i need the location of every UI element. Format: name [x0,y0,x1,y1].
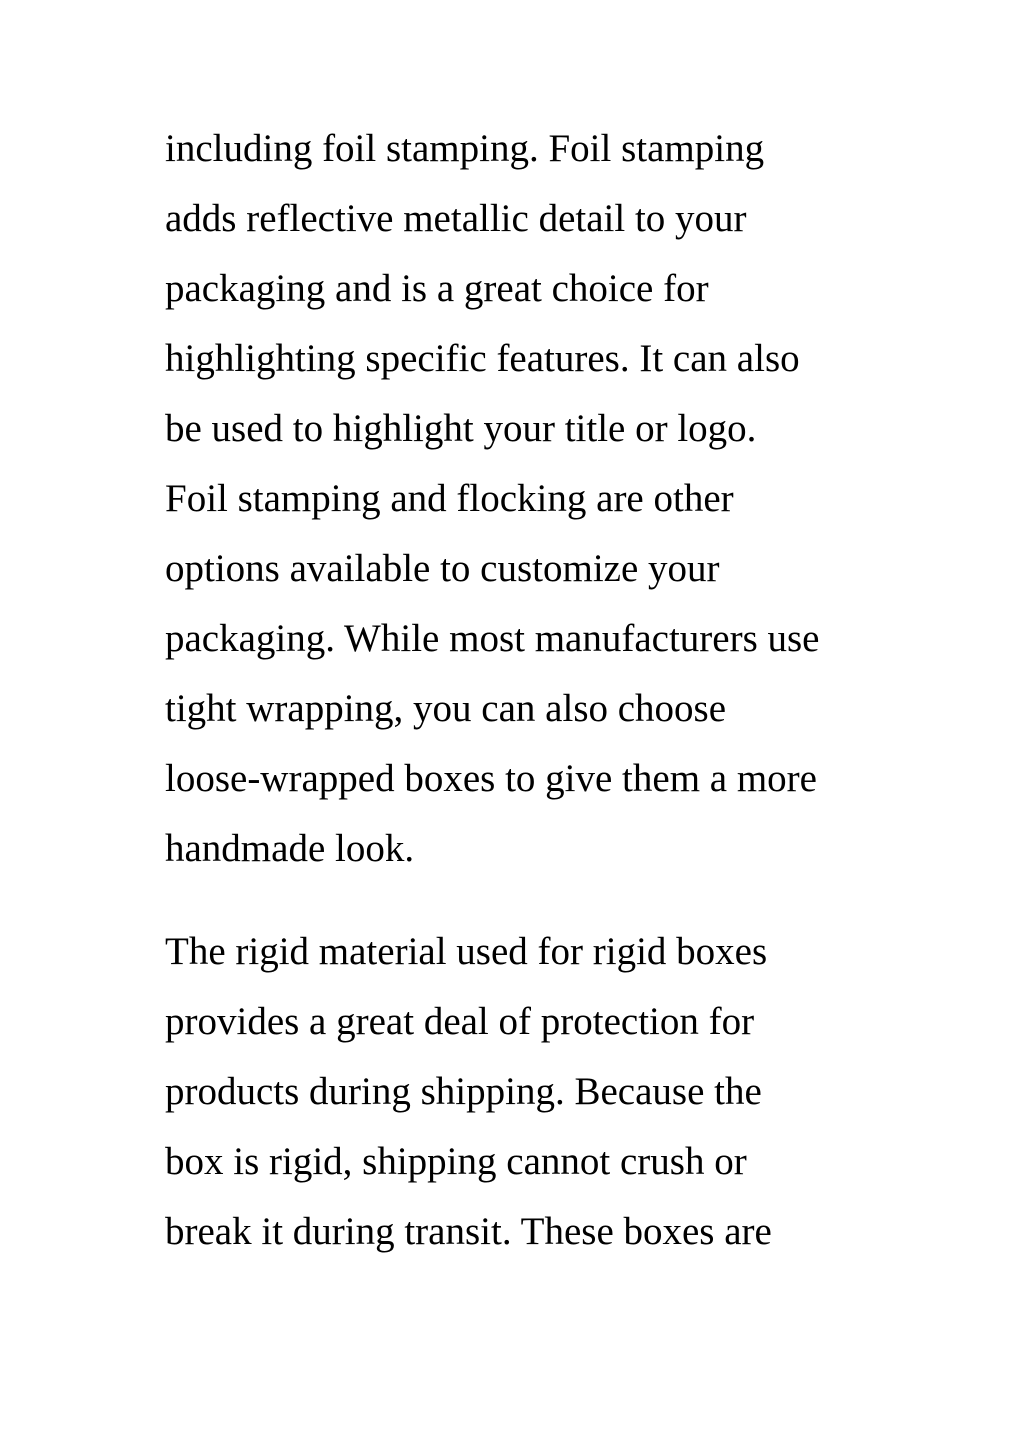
text-line: options available to customize your [165,547,720,590]
text-line: highlighting specific features. It can also [165,337,800,380]
text-line: Foil stamping and flocking are other [165,477,734,520]
text-line: break it during transit. These boxes are [165,1210,772,1253]
paragraph-rigid-material [165,917,885,1267]
text-line: handmade look. [165,827,415,870]
text-line: loose-wrapped boxes to give them a more [165,757,817,800]
text-line: be used to highlight your title or logo. [165,407,757,450]
text-line: box is rigid, shipping cannot crush or [165,1140,747,1183]
text-line: provides a great deal of protection for [165,1000,755,1043]
text-line: including foil stamping. Foil stamping [165,127,765,170]
paragraph-foil-stamping [165,114,885,884]
text-line: adds reflective metallic detail to your [165,197,747,240]
text-line: The rigid material used for rigid boxes [165,930,768,973]
text-line: packaging and is a great choice for [165,267,709,310]
text-line: packaging. While most manufacturers use [165,617,820,660]
text-line: tight wrapping, you can also choose [165,687,727,730]
text-line: products during shipping. Because the [165,1070,762,1113]
